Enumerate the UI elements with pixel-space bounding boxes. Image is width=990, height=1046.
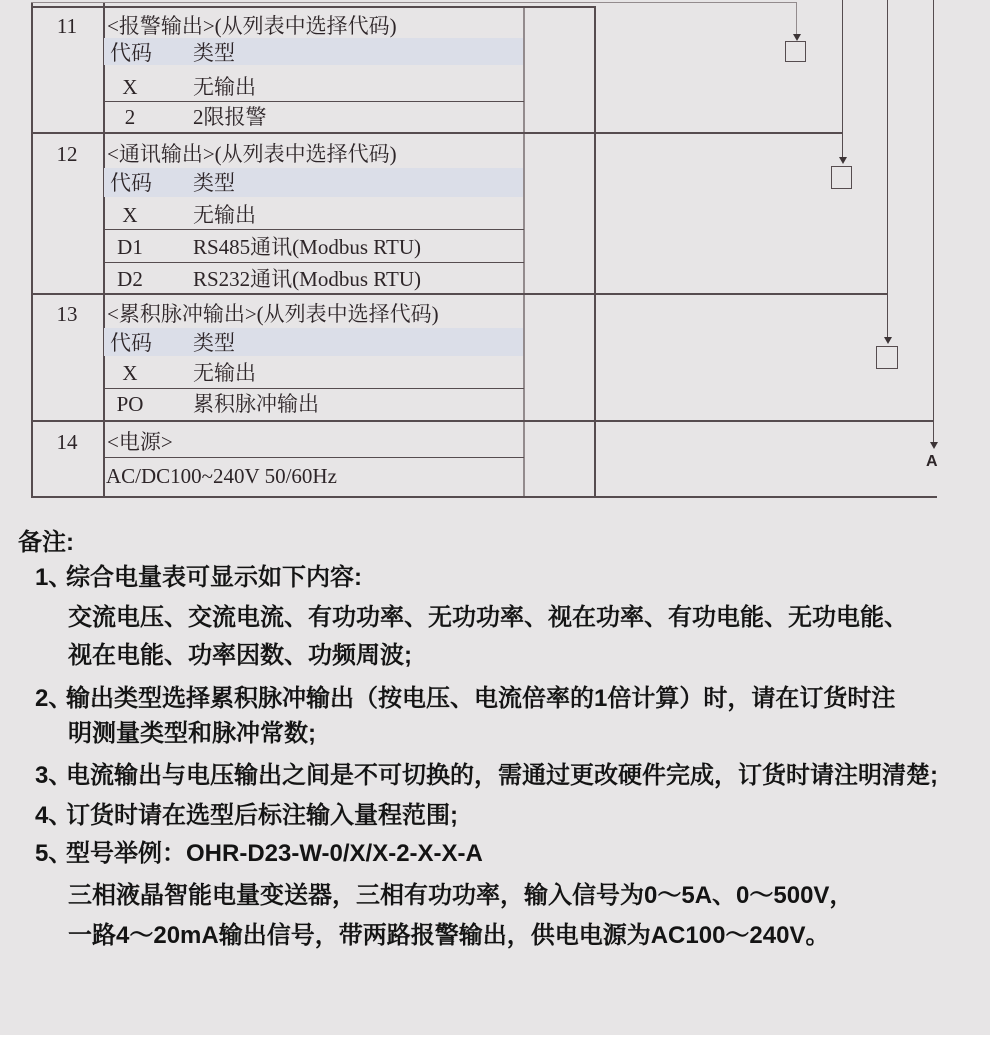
note2-line1 [35, 684, 895, 714]
row13-title: <累积脉冲输出>(从列表中选择代码) [107, 302, 439, 326]
table-divider-right-col [594, 6, 596, 496]
selection-box-row12 [831, 166, 852, 189]
note1-text: 综合电量表可显示如下内容: [66, 564, 362, 591]
row13-opt2-type: 累积脉冲输出 [193, 392, 319, 416]
selection-box-row11 [785, 41, 806, 62]
page-bottom-margin [0, 1035, 990, 1046]
row13-number: 13 [56, 302, 78, 326]
row12-opt2-type: RS485通讯(Modbus RTU) [193, 235, 422, 259]
row12-opt1-code: X [122, 203, 138, 227]
note5-line2: 三相液晶智能电量变送器，三相有功功率，输入信号为0～5A、0～500V， [68, 882, 854, 909]
table-bottom-border [31, 496, 937, 498]
row13-opt2-code: PO [116, 392, 144, 416]
arrow-down-row14 [930, 442, 938, 449]
row12-opt3-code: D2 [117, 267, 143, 291]
row12-number: 12 [56, 142, 78, 166]
row13-sub-border [103, 388, 524, 389]
row12-header-band [104, 168, 523, 197]
note5-number: 5、 [35, 840, 73, 867]
row12-col-type: 类型 [193, 171, 235, 195]
row13-col-code: 代码 [110, 331, 152, 355]
note4-text: 订货时请在选型后标注输入量程范围; [66, 802, 458, 829]
table-divider-content [523, 6, 525, 496]
row13-bottom-border [31, 420, 934, 422]
row11-bottom-border [31, 132, 843, 134]
row12-sub-border-2 [103, 262, 524, 263]
note1-line2: 交流电压、交流电流、有功功率、无功功率、视在功率、有功电能、无功电能、 [68, 604, 908, 631]
note5-line1 [35, 839, 483, 869]
row12-opt3-type: RS232通讯(Modbus RTU) [193, 267, 422, 291]
note5-text: 型号举例：OHR-D23-W-0/X/X-2-X-X-A [66, 840, 483, 867]
note1-number: 1、 [35, 564, 73, 591]
row13-header-band [104, 328, 523, 356]
note3-line1 [35, 761, 938, 791]
connector-line-row13 [887, 0, 888, 338]
note1-line1 [35, 563, 362, 593]
terminal-code-label: A [926, 453, 938, 470]
table-top-hairline [31, 2, 797, 3]
connector-line-row12 [842, 0, 843, 158]
note3-number: 3、 [35, 762, 73, 789]
row11-opt1-code: X [122, 75, 138, 99]
row14-power-value: AC/DC100~240V 50/60Hz [106, 464, 337, 488]
row12-sub-border-1 [103, 229, 524, 230]
row14-number: 14 [56, 430, 78, 454]
row12-col-code: 代码 [110, 171, 152, 195]
note2-text: 输出类型选择累积脉冲输出（按电压、电流倍率的1倍计算）时，请在订货时注 [66, 685, 896, 712]
row12-bottom-border [31, 293, 888, 295]
row14-sub-border [103, 457, 524, 458]
row11-title: <报警输出>(从列表中选择代码) [107, 14, 397, 38]
selection-box-row13 [876, 346, 898, 369]
row12-opt1-type: 无输出 [193, 203, 256, 227]
row11-col-type: 类型 [193, 41, 235, 65]
notes-heading: 备注: [18, 529, 74, 556]
row11-header-band [104, 38, 523, 65]
arrow-down-row12 [839, 157, 847, 164]
note2-line2: 明测量类型和脉冲常数; [68, 720, 316, 747]
row11-opt1-type: 无输出 [193, 75, 256, 99]
connector-line-row11 [796, 2, 797, 35]
table-top-border [31, 6, 596, 8]
note4-line1 [35, 801, 458, 831]
row13-col-type: 类型 [193, 331, 235, 355]
row11-opt2-code: 2 [124, 105, 136, 129]
row11-col-code: 代码 [110, 41, 152, 65]
note1-line3: 视在电能、功率因数、功频周波; [68, 642, 412, 669]
row11-opt2-type: 2限报警 [193, 105, 267, 129]
row11-number: 11 [56, 14, 78, 38]
note3-text: 电流输出与电压输出之间是不可切换的，需通过更改硬件完成，订货时请注明清楚; [66, 762, 938, 789]
connector-line-row14 [933, 0, 934, 443]
row12-title: <通讯输出>(从列表中选择代码) [107, 142, 397, 166]
note2-number: 2、 [35, 685, 73, 712]
note5-line3: 一路4～20mA输出信号，带两路报警输出，供电电源为AC100～240V。 [68, 922, 830, 949]
note4-number: 4、 [35, 802, 73, 829]
row12-opt2-code: D1 [117, 235, 143, 259]
arrow-down-row13 [884, 337, 892, 344]
row14-title: <电源> [107, 430, 173, 454]
row13-opt1-code: X [122, 361, 138, 385]
arrow-down-row11 [793, 34, 801, 41]
row11-sub-border [103, 101, 524, 102]
row13-opt1-type: 无输出 [193, 361, 256, 385]
